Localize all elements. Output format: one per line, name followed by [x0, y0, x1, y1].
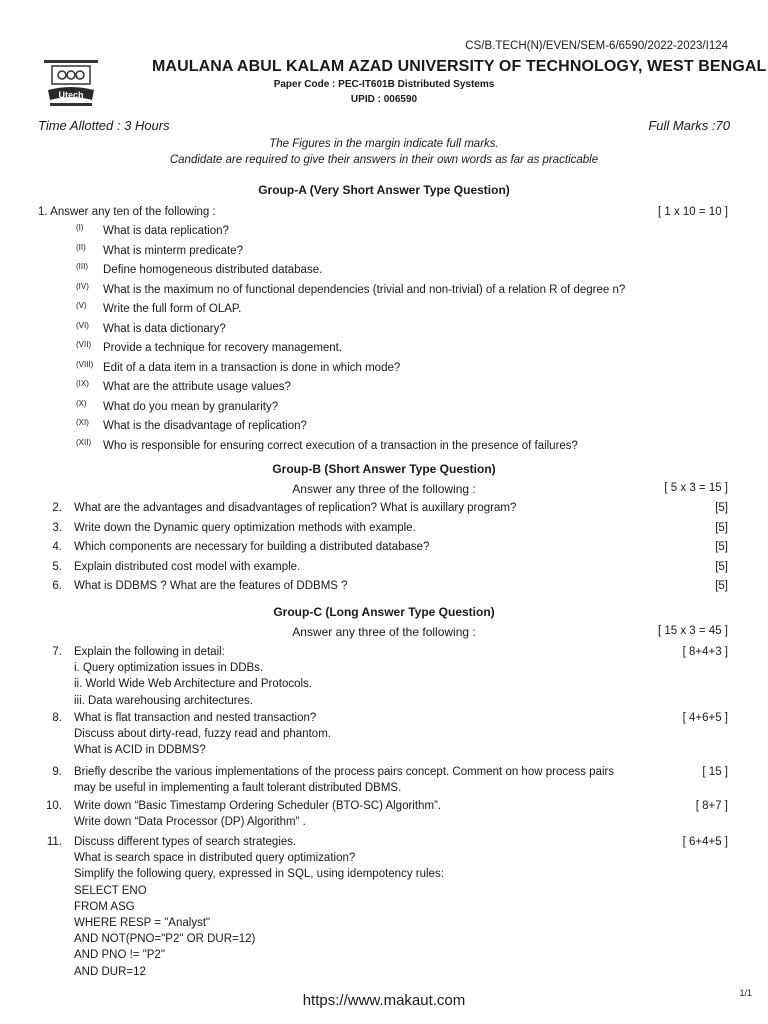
question-line: Simplify the following query, expressed in SQL, using idempotency rules: [74, 868, 444, 881]
page-number: 1/1 [739, 988, 752, 998]
question-marks: [ 1 x 10 = 10 ] [657, 206, 728, 218]
question-line: Explain the following in detail: [74, 646, 225, 658]
item-number: (I) [76, 223, 84, 232]
question-item: What is data replication? [103, 225, 229, 237]
full-marks: Full Marks :70 [648, 118, 730, 133]
item-number: (XI) [76, 418, 89, 427]
question-item: Define homogeneous distributed database. [103, 264, 323, 276]
question-line: Write down “Data Processor (DP) Algorithm” . [74, 816, 306, 829]
item-number: (IV) [76, 281, 89, 291]
question-line: What is ACID in DDBMS? [74, 744, 206, 757]
upid: UPID : 006590 [350, 94, 418, 105]
question-line: SELECT ENO [74, 884, 147, 897]
question-item: What is minterm predicate? [103, 244, 243, 257]
group-a-heading: Group-A (Very Short Answer Type Question) [258, 183, 510, 197]
question-number: 2. [52, 502, 62, 514]
question-number: 6. [52, 580, 62, 592]
question-number: 7. [52, 646, 62, 658]
question-item: What are the attribute usage values? [103, 381, 291, 393]
question-number: 5. [52, 560, 62, 573]
item-number: (VIII) [76, 359, 94, 369]
item-number: (V) [76, 301, 87, 310]
question-line: Write down “Basic Timestamp Ordering Scheduler (BTO-SC) Algorithm”. [74, 800, 442, 812]
item-number: (II) [76, 242, 86, 252]
group-c-heading: Group-C (Long Answer Type Question) [273, 605, 495, 619]
question-marks: [ 8+4+3 ] [682, 646, 728, 658]
question-1: 1. Answer any ten of the following : [38, 206, 216, 218]
question-line: WHERE RESP = "Analyst" [74, 917, 211, 929]
question-number: 11. [46, 836, 62, 848]
question-line: Briefly describe the various implementations of the process pairs concept. Comment on how process pairs [74, 766, 615, 778]
time-allotted: Time Allotted : 3 Hours [38, 118, 170, 133]
question-text: What are the advantages and disadvantages of replication? What is auxillary program? [74, 502, 517, 514]
item-number: (XII) [76, 437, 92, 447]
group-c-marks: [ 15 x 3 = 45 ] [657, 625, 728, 637]
question-marks: [ 6+4+5 ] [682, 836, 728, 848]
group-b-marks: [ 5 x 3 = 15 ] [664, 482, 728, 494]
question-number: 3. [52, 521, 62, 534]
footer-url[interactable]: https://www.makaut.com [302, 992, 466, 1009]
question-line: FROM ASG [74, 900, 135, 913]
question-number: 9. [52, 766, 62, 778]
question-line: Discuss different types of search strategies. [74, 836, 297, 848]
question-number: 8. [52, 712, 62, 724]
item-number: (IX) [76, 379, 89, 388]
question-marks: [5] [715, 541, 728, 553]
item-number: (X) [76, 398, 87, 408]
question-marks: [5] [715, 580, 728, 592]
question-line: may be useful in implementing a fault tolerant distributed DBMS. [74, 782, 402, 795]
question-line: AND NOT(PNO="P2" OR DUR=12) [74, 933, 256, 946]
question-number: 10. [46, 800, 62, 812]
question-text: Explain distributed cost model with example. [74, 560, 301, 573]
question-line: AND PNO != "P2" [74, 949, 165, 962]
question-line: Discuss about dirty-read, fuzzy read and phantom. [74, 728, 331, 741]
question-item: Write the full form of OLAP. [103, 303, 242, 315]
item-number: (VI) [76, 320, 89, 330]
paper-reference: CS/B.TECH(N)/EVEN/SEM-6/6590/2022-2023/I124 [465, 40, 728, 52]
question-text: Write down the Dynamic query optimization methods with example. [74, 521, 416, 534]
item-number: (VII) [76, 340, 92, 349]
question-number: 4. [52, 541, 62, 553]
question-item: What is the maximum no of functional dependencies (trivial and non-trivial) of a relation R of degree n? [103, 283, 626, 296]
question-line: iii. Data warehousing architectures. [74, 694, 253, 707]
logo-text: Utech [58, 90, 84, 100]
question-text: What is DDBMS ? What are the features of DDBMS ? [74, 580, 348, 592]
question-item: Who is responsible for ensuring correct execution of a transaction in the presence of failures? [103, 439, 578, 452]
group-b-instruction: Answer any three of the following : [292, 482, 476, 496]
question-marks: [5] [715, 502, 728, 514]
question-line: What is flat transaction and nested transaction? [74, 712, 317, 724]
question-text: Which components are necessary for building a distributed database? [74, 541, 430, 553]
question-item: What do you mean by granularity? [103, 400, 279, 413]
question-item: What is data dictionary? [103, 322, 226, 335]
question-item: Provide a technique for recovery management. [103, 342, 343, 354]
instruction-note: Candidate are required to give their answers in their own words as far as practicable [169, 154, 599, 166]
group-b-heading: Group-B (Short Answer Type Question) [272, 462, 496, 476]
question-item: Edit of a data item in a transaction is done in which mode? [103, 361, 401, 374]
question-marks: [ 8+7 ] [695, 800, 728, 812]
question-marks: [ 4+6+5 ] [682, 712, 728, 724]
question-marks: [5] [715, 560, 728, 573]
group-c-instruction: Answer any three of the following : [292, 625, 476, 639]
question-line: i. Query optimization issues in DDBs. [74, 662, 264, 675]
question-item: What is the disadvantage of replication? [103, 420, 307, 432]
item-number: (III) [76, 262, 88, 271]
university-name: MAULANA ABUL KALAM AZAD UNIVERSITY OF TECHNOLOGY, WEST BENGAL [152, 58, 767, 75]
question-marks: [5] [715, 521, 728, 534]
question-marks: [ 15 ] [702, 766, 728, 778]
instruction-note: The Figures in the margin indicate full marks. [269, 138, 499, 150]
question-line: What is search space in distributed query optimization? [74, 852, 356, 865]
question-line: ii. World Wide Web Architecture and Protocols. [74, 678, 312, 691]
question-line: AND DUR=12 [74, 965, 146, 978]
paper-code: Paper Code : PEC-IT601B Distributed Systems [273, 79, 495, 90]
